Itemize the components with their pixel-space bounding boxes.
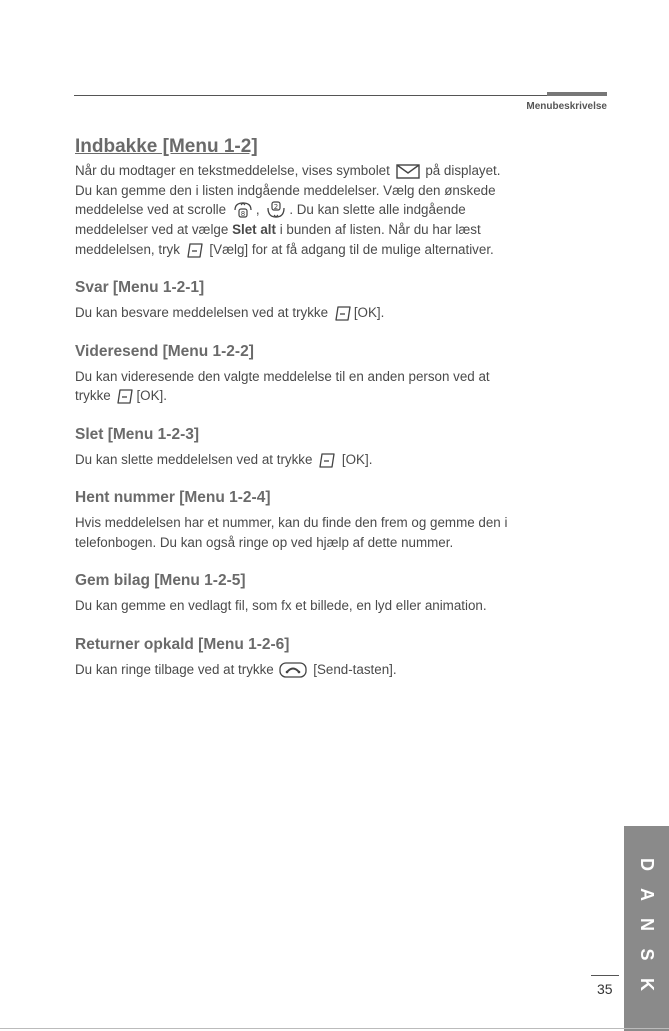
section-title-slet: Slet [Menu 1-2-3] — [75, 425, 200, 443]
svg-text:2: 2 — [274, 203, 279, 212]
section-hent-nummer — [75, 489, 605, 552]
scroll-down-key-icon — [232, 200, 254, 220]
section-text-videresend: Du kan videresende den valgte meddelelse til en anden person ved at trykke [OK]. — [75, 368, 490, 404]
tab-letter: S — [637, 948, 657, 961]
page-bottom-edge — [0, 1028, 669, 1029]
section-title-returner-opkald: Returner opkald [Menu 1-2-6] — [75, 635, 290, 653]
section-returner-opkald — [75, 636, 605, 680]
section-slet — [75, 426, 605, 470]
tab-letter: A — [637, 888, 657, 901]
tab-letter: K — [637, 978, 657, 991]
left-softkey-icon — [318, 452, 336, 469]
section-text-hent-nummer: Hvis meddelelsen har et nummer, kan du finde den frem og gemme den i telefonbogen. Du kan også ringe op ved hjælp af dette nummer. — [75, 515, 508, 550]
left-softkey-icon — [186, 242, 204, 259]
section-svar — [75, 279, 605, 323]
section-title-gem-bilag: Gem bilag [Menu 1-2-5] — [75, 572, 246, 590]
section-text-gem-bilag: Du kan gemme en vedlagt fil, som fx et billede, en lyd eller animation. — [75, 598, 487, 614]
section-title-hent-nummer: Hent nummer [Menu 1-2-4] — [75, 489, 271, 507]
section-text-svar: Du kan besvare meddelelsen ved at trykke [OK]. — [75, 305, 385, 321]
tab-letter: D — [637, 858, 657, 871]
left-softkey-icon — [334, 305, 352, 322]
section-gem-bilag — [75, 572, 605, 616]
left-softkey-icon — [116, 388, 134, 405]
intro-paragraph: Når du modtager en tekstmeddelelse, vises symbolet på displayet. Du kan gemme den i listen indgående meddelelser. Vælg den ønskede meddelelse ved at scrolle 8 , 2 . Du kan slette alle indgående meddelelser ved at vælge Slet alt i bunden af listen. Når du har læst meddelelsen, tryk [Vælg] for at få adgang til de mulige alternativer. — [75, 163, 501, 257]
header-rule-accent — [547, 92, 607, 96]
page-number: 35 — [597, 981, 613, 997]
section-videresend — [75, 343, 605, 406]
running-header: Menubeskrivelse — [526, 101, 607, 112]
tab-letter: N — [637, 918, 657, 931]
scroll-up-key-icon — [265, 200, 287, 220]
section-title-indbakke: Indbakke [Menu 1-2] — [75, 136, 258, 157]
page-content — [75, 136, 605, 679]
section-text-slet: Du kan slette meddelelsen ved at trykke [OK]. — [75, 451, 373, 467]
send-key-icon — [279, 662, 307, 678]
section-text-returner-opkald: Du kan ringe tilbage ved at trykke [Send-tasten]. — [75, 661, 397, 677]
page-number-rule — [591, 975, 619, 976]
envelope-icon — [396, 164, 420, 179]
header-rule — [74, 95, 607, 96]
section-title-videresend: Videresend [Menu 1-2-2] — [75, 342, 254, 360]
svg-text:8: 8 — [240, 210, 246, 219]
language-tab — [624, 826, 669, 1031]
section-title-svar: Svar [Menu 1-2-1] — [75, 279, 205, 297]
